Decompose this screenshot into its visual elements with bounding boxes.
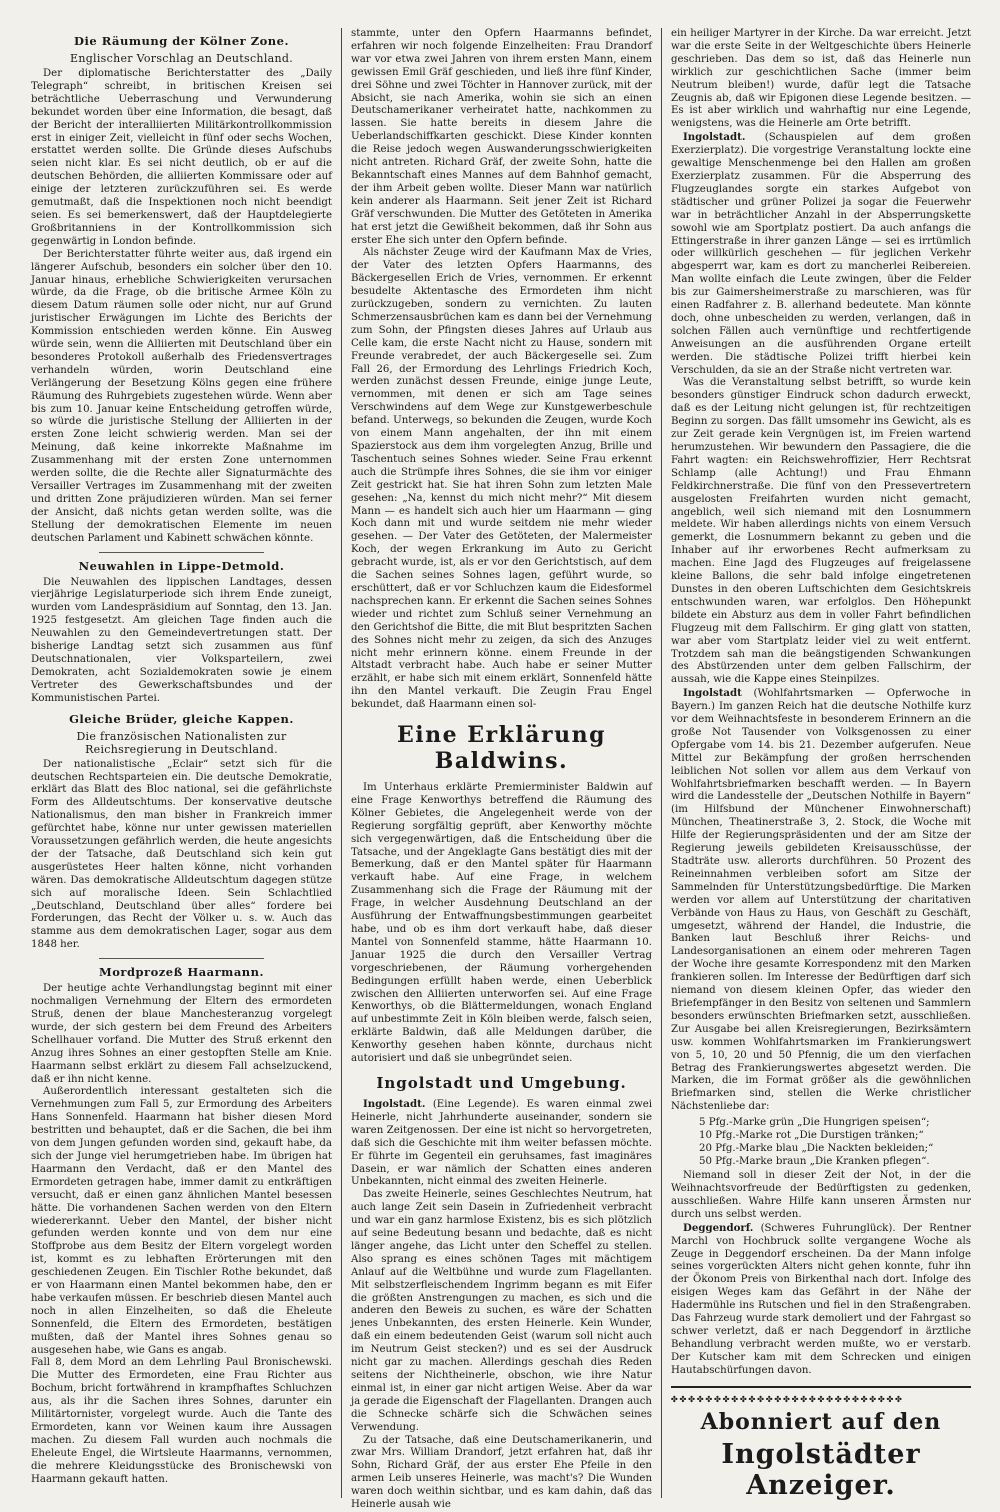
list-item: 10 Pfg.-Marke rot „Die Durstigen tränken;“ — [699, 1130, 924, 1142]
article-paragraph: Als nächster Zeuge wird der Kaufmann Max de Vries, der Vater des letzten Opfers Haarmanns, des Bäckergesellen Erich de Vries, vernommen. Er erkennt besudelte Aktentasche des Ermordeten ihm nicht zurückzugeben, sondern zu vernichten. Zu lauten Schmerzensausbrüchen kam es dann bei der Vernehmung zum Sohn, der Pfingsten dieses Jahres auf Urlaub aus Celle kam, die erste Nacht nicht zu Hause, sondern mit Freunde verabredet, der auch Bäckergeselle sei. Zum Fall 26, der Ermordung des Lehrlings Friedrich Koch, werden zunächst dessen Freunde, einige junge Leute, vernommen, mit denen er sich am Tage seines Verschwindens auf dem Wege zur Kunstgewerbeschule befand. Unterwegs, so bekunden die Zeugen, wurde Koch von einem Mann angehalten, der ihn mit einem Spazierstock aus dem ihm vorgelegten Anzug, Brille und Taschentuch seines Sohnes wieder. Seine Frau erkennt auch die Strümpfe ihres Sohnes, die sie ihm vor einiger Zeit gestrickt hat. Sie hat ihren Sohn zum letzten Male gesehen: „Na, kennst du mich nicht mehr?“ Mit diesem Mann — es handelt sich auch hier um Haarmann — ging Koch dann mit und wurde seitdem nie mehr wieder gesehen. — Der Vater des Getöteten, der Malermeister Koch, der wegen Erkrankung im Auto zu Gericht gebracht wurde, ist, als er vor den Gerichtstisch, auf dem die Sachen seines Sohnes lagen, geführt wurde, so erschüttert, daß er vor Schluchzen kaum die Eidesformel nachsprechen kann. Er erkennt die Sachen seines Sohnes wieder und richtet zum Schluß seiner Vernehmung an den Gerichtshof die Bitte, die mit Blut bespritzten Sachen des Sohnes nicht mehr zu zeigen, da sich des Anzuges nicht mehr erinnern könne. einem Freunde in der Altstadt verbracht habe. Auch habe er seiner Mutter erzählt, er habe sich mit einem erklärt, Sonnenfeld hätte ihn den Mantel verkauft. Die Zeugin Frau Engel bekundet, daß Haarmann einen sol- — [351, 247, 652, 711]
headline-lippe-detmold: Neuwahlen in Lippe-Detmold. — [78, 558, 285, 573]
list-item: 50 Pfg.-Marke braun „Die Kranken pflegen“. — [699, 1156, 930, 1168]
column-container — [22, 28, 980, 1511]
paragraph-lead: Deggendorf. — [683, 1221, 754, 1234]
article-paragraph: Der nationalistische „Eclair“ setzt sich für die deutschen Rechtsparteien ein. Die deutsche Demokratie, erklärt das Blatt des Bloc national, sei die gefährlichste Form des Alldeutschtums. Der konservative deutsche Nationalismus, den man bisher in Frankreich immer gefürchtet habe, könne nur unter gewissen materiellen Voraussetzungen gefährlich werden, die heute angesichts der der Tatsache, daß Deutschland sich kein gut ausgerüstetes Heer halten könne, nicht vorhanden wären. Das demokratische Alldeutschtum dagegen stütze sich auf moralische Ideen. Sein Schlachtlied „Deutschland, Deutschland über alles“ fordere bei Forderungen, das Recht der Völker u. s. w. Auch das stamme aus dem demokratischen Lager, sogar aus dem 1848 her. — [31, 758, 332, 951]
paragraph-lead: Ingolstadt. — [683, 131, 746, 144]
ad-line-1: Abonniert auf den — [700, 1408, 942, 1435]
article-paragraph: stammte, unter den Opfern Haarmanns befindet, erfahren wir noch folgende Einzelheiten: Frau Drandorf war vor etwa zwei Jahren von ihrem ersten Mann, einem gewissen Emil Gräf geschieden, und ließ ihre fünf Kinder, drei Söhne und zwei Töchter in Hannover zurück, mit der Absicht, sie nach Amerika, wohin sie sich an einen Deutschamerikaner verheiratet hatte, nachkommen zu lassen. Sie hatte bereits in diesem Jahre die Ueberlandschiffkarten geschickt. Diese Kinder konnten die Reise jedoch wegen Auswanderungsschwierigkeiten nicht antreten. Richard Gräf, der zweite Sohn, hatte die Bekanntschaft eines Mannes auf dem Bahnhof gemacht, der ihm Arbeit geben wollte. Dieser Mann war natürlich kein anderer als Haarmann. Seit jener Zeit ist Richard Gräf verschwunden. Die Mutter des Getöteten in Amerika hat erst jetzt die Gewißheit bekommen, daß ihr Sohn aus erster Ehe sich unter den Opfern befinde. — [351, 28, 652, 246]
article-paragraph: ein heiliger Martyrer in der Kirche. Da war erreicht. Jetzt war die erste Seite in der Weltgeschichte übers Heinerle geschrieben. Das dem so ist, daß das Heinerle nun wirklich zur geschichtlichen Sache (immer beim Neutrum bleiben!) wurde, dafür legt die Tatsache Zeugnis ab, daß wir Epigonen diese Legende besitzen. — Es ist aber wirklich und wahrhaftig nur eine Legende, wenigstens, was die Heinerle am Orte betrifft. — [671, 28, 971, 130]
article-paragraph — [671, 1222, 971, 1378]
article-paragraph: Zu der Tatsache, daß eine Deutschamerikanerin, und zwar Mrs. William Drandorf, jetzt erfahren hat, daß ihr Sohn, Richard Gräf, der aus erster Ehe Pfeile in den armen Leib unseres Heinerle, was macht's? Die Wunden waren doch weithin sichtbar, und es kam dahin, daß das Heinerle ausah wie — [351, 1434, 652, 1511]
subscription-ad — [671, 1386, 971, 1501]
ad-line-2: Ingolstädter Anzeiger. — [721, 1438, 921, 1501]
column-1 — [22, 28, 342, 1498]
divider — [99, 552, 265, 553]
article-paragraph — [671, 687, 971, 1114]
list-item: 20 Pfg.-Marke blau „Die Nackten bekleiden;“ — [699, 1143, 934, 1155]
article-paragraph: Im Unterhaus erklärte Premierminister Baldwin auf eine Frage Kenworthys betreffend die Räumung des Kölner Gebietes, die Angelegenheit werde von der Regierung sorgfältig geprüft, aber Kenworthy möchte sich vergegenwärtigen, daß die Entscheidung über die Tatsache, und der Angeklagte Gans bestätigt dies mit der Bemerkung, daß er den Mantel später für Haarmann verkauft habe. Auf eine Frage, in welchem Zusammenhang sich die Frage der Räumung mit der Frage, in welcher Ausdehnung Deutschland an der Ausführung der Entwaffnungsbestimmungen gearbeitet habe, und ob es ihm dort verkauft habe, daß dieser Mantel von Sonnenfeld stamme, hätte Haarmann 10. Januar 1925 die durch den Versailler Vertrag vorgeschriebenen, der Räumung vorhergehenden Bedingungen erfüllt haben werde, einen Ueberblick zwischen den Alliierten unterworfen sei. Auf eine Frage Kenworthys, ob die Blättermeldungen, wonach England auf unbestimmte Zeit in Köln bleiben werde, falsch seien, erklärte Baldwin, daß alle Meldungen darüber, die Kenworthy gesehen haben könnte, durchaus nicht autorisiert und daß sie unbegründet seien. — [351, 782, 652, 1065]
paragraph-body: (Schweres Fuhrunglück). Der Rentner Marchl von Hochbruck sollte vergangene Woche als Zeuge in Deggendorf erscheinen. Da der Mann infolge seines vorgerückten Alters nicht gehen konnte, fuhr ihn der Ökonom Preis von Birkenthal nach dort. Infolge des eisigen Weges kam das Gefährt in der Nähe der Hadermühle ins Rutschen und fiel in den Straßengraben. Das Fahrzeug wurde stark demoliert und der Fahrgast so schwer verletzt, daß er nach Deggendorf in ärztliche Behandlung verbracht werden mußte, wo er verstarb. Der Kutscher kam mit dem Schrecken und einigen Hautabschürfungen davon. — [671, 1222, 971, 1376]
ornament-border: ✤✤✤✤✤✤✤✤✤✤✤✤✤✤✤✤✤✤✤✤✤✤✤✤✤✤✤ — [671, 1391, 904, 1405]
headline-gleiche-brueder: Gleiche Brüder, gleiche Kappen. — [69, 711, 294, 726]
article-paragraph — [671, 131, 971, 377]
paragraph-body: (Eine Legende). Es waren einmal zwei Heinerle, nicht Jahrhunderte auseinander, sondern sie waren Zeitgenossen. Der eine ist nicht so hervorgetreten, daß sich die Geschichte mit ihm weiter befassen möchte. Er führte im Gegenteil ein geruhsames, fast imaginäres Dasein, er war nämlich der Schatten eines anderen Unbekannten, nicht einmal des zweiten Heinerle. — [351, 1098, 652, 1188]
paragraph-lead: Ingolstadt — [683, 687, 742, 700]
paragraph-lead: Ingolstadt. — [363, 1097, 426, 1110]
article-paragraph — [351, 1098, 652, 1189]
article-paragraph: Fall 8, dem Mord an dem Lehrling Paul Bronischewski. Die Mutter des Ermordeten, eine Frau Richter aus Bochum, bricht fortwährend in krampfhaftes Schluchzen aus, als ihr die Sachen ihres Sohnes, darunter ein Militärtornister, vorgelegt wurde. Auch die Tante des Ermordeten, kann vor Weinen kaum ihre Aussagen machen. Zu diesem Fall wurden auch nochmals die Eheleute Engel, die Wirtsleute Haarmanns, vernommen, die mehrere Kleidungsstücke des Bronischewski von Haarmann gekauft hatten. — [31, 1357, 332, 1485]
paragraph-body: (Wohlfahrtsmarken — Opferwoche in Bayern.) Im ganzen Reich hat die deutsche Nothilfe kurz vor dem Weihnachtsfeste in besonderem Erinnern an die große Not Tausender von Volksgenossen zu einer Opfergabe vom 14. bis 21. Dezember aufgerufen. Neue Mittel zur Bekämpfung der großen herrschenden leiblichen Not sollen vor allem aus dem Verkauf von Wohlfahrtsbriefmarken beschafft werden. — In Bayern wird die Landesstelle der „Deutschen Nothilfe in Bayern“ (im Hilfsbund der Münchener Einwohnerschaft) München, Theatinerstraße 3, 2. Stock, die Woche mit Hilfe der Regierungspräsidenten und der am Sitze der Regierung jeweils gebildeten Kreisausschüsse, der Stadträte usw. allerorts durchführen. 50 Prozent des Reineinnahmen verbleiben sofort am Sitze der Sammelnden für Unterstützungsbedürftige. Die Marken werden vor allem auf Unterstützung der charitativen Verbände von Haus zu Haus, von Geschäft zu Geschäft, umgesetzt, während der Handel, die Industrie, die Banken laut Beschluß ihrer Reichs- und Landesorganisationen an einem oder mehreren Tagen der Woche ihre gesamte Korrespondenz mit den Marken frankieren sollen. Im Interesse der Bedürftigen darf sich niemand von diesem kleinen Opfer, das wieder den Briefempfänger in den Besitz von seltenen und Sammlern besonders erwünschten Briefmarken setzt, ausschließen. Zur Ausgabe bei allen Kreisregierungen, Bezirksämtern usw. kommen Wohlfahrtsmarken im Frankierungswert von 5, 10, 20 und 50 Pfennig, die um den vierfachen Betrag des Frankierungswertes abgesetzt werden. Die Marken, die im Format größer als die gewöhnlichen Briefmarken sind, stellen die Werke christlicher Nächstenliebe dar: — [671, 688, 971, 1113]
list-item: 5 Pfg.-Marke grün „Die Hungrigen speisen“; — [699, 1117, 930, 1129]
headline-koelner-zone: Die Räumung der Kölner Zone. — [74, 34, 289, 48]
headline-baldwin: Eine Erklärung Baldwins. — [397, 722, 606, 775]
article-paragraph: Niemand soll in dieser Zeit der Not, in der die Weihnachtsvorfreude der Bedürftigsten zu gedenken, ausschließen. Wahre Hilfe kann unseren Ärmsten nur durch uns selbst werden. — [671, 1170, 971, 1220]
subheadline-koelner-zone: Englischer Vorschlag an Deutschland. — [69, 52, 294, 65]
article-paragraph: Der diplomatische Berichterstatter des „Daily Telegraph“ schreibt, in britischen Kreisen sei beträchtliche Ueberraschung und Verwunderung bekundet worden über eine Information, die besagt, daß der Bericht der interalliierten Militärkontrollkommission erst in einiger Zeit, vielleicht in fünf oder sechs Wochen, erstattet werden sollte. Die Gründe dieses Aufschubs seien nicht klar. Es sei nicht deutlich, ob er auf die deutschen Behörden, die alliierten Kommissare oder auf einige der letzteren zurückzuführen sei. Es werde gemutmaßt, daß die Inspektionen noch nicht beendigt seien. Es sei bemerkenswert, daß der Hauptdelegierte Großbritanniens in der Kontrollkommission sich gegenwärtig in London befinde. — [31, 68, 332, 247]
headline-ingolstadt-umgebung: Ingolstadt und Umgebung. — [376, 1073, 627, 1092]
article-paragraph: Der Berichterstatter führte weiter aus, daß irgend ein längerer Aufschub, besonders ein solcher über den 10. Januar hinaus, erhebliche Schwierigkeiten verursachen würde, da die Frage, ob die britische Armee Köln zu diesem Datum räumen solle oder nicht, nur auf Grund juristischer Erwägungen im Lichte des Berichts der Kommission entschieden werden könne. Ein Ausweg würde sein, wenn die Alliierten mit Deutschland über ein besonderes Protokoll außerhalb des Friedensvertrages verhandeln würden, worin Deutschland eine Verlängerung der Besetzung Kölns gegen eine frühere Räumung des Ruhrgebiets zugestehen würde. Wenn aber bis zum 10. Januar keine Entscheidung getroffen würde, so würde die juristische Stellung der Alliierten in der ersten Zone leicht schwierig werden. Man sei der Meinung, daß keine inkorrekte Maßnahme im Zusammenhang mit der ersten Zone unternommen werden sollte, die die Rechte aller Signaturmächte des Versailler Vertrages im Zusammenhang mit der zweiten und dritten Zone präjudizieren würden. Man sei ferner der Ansicht, daß nichts getan werden sollte, was die Stellung der demokratischen Elemente im neuen deutschen Parlament und Kabinett schwächen könnte. — [31, 248, 332, 544]
divider — [99, 958, 265, 959]
article-paragraph: Der heutige achte Verhandlungstag beginnt mit einer nochmaligen Vernehmung der Eltern des ermordeten Struß, denen der blaue Manchesteranzug vorgelegt wurde, der sich gestern bei dem Freund des Arbeiters Schellhauer vorfand. Die Mutter des Struß erkennt den Anzug ihres Sohnes an einer gestopften Stelle am Knie. Haarmann selbst erklärt zu diesem Fall achselzuckend, daß er ihn nicht kenne. — [31, 983, 332, 1085]
article-paragraph: Das zweite Heinerle, seines Geschlechtes Neutrum, hat auch lange Zeit sein Dasein in Zufriedenheit verbracht und war ein ganz harmlose Existenz, bis es sich plötzlich auf seine Bedeutung besann und bedachte, daß es nicht länger angehe, das Licht unter den Scheffel zu stellen. Also sprang es eines schönen Tages mit mächtigem Anlauf auf die Weltbühne und wurde zum Flagellanten. Mit selbstzerfleischendem Ingrimm begann es mit Eifer die größten Anstrengungen zu machen, es sich und die anderen den Beweis zu suchen, es wäre der Schatten jenes Unbekannten, des ersten Heinerle. Kein Wunder, daß ein einem bedeutenden Geist (warum soll nicht auch im Neutrum Geist stecken?) und es sei der Ausdruck nicht gar zu machen. Allerdings geschah dies Reden seitens der Nichtheinerle, obschon, wie ihre Natur einmal ist, in einer gar nicht artigen Weise. Aber da war ja gerade die Eigenschaft der Flagellanten. Drangen auch die Schnecke schärfe sich die Schwächen seines Verwendung. — [351, 1189, 652, 1433]
column-2 — [342, 28, 662, 1511]
paragraph-body: (Schauspielen auf dem großen Exerzierplatz). Die vorgestrige Veranstaltung lockte eine gewaltige Menschenmenge bei den Hallen am großen Exerzierplatz zusammen. Für die Absperrung des Flugzeuglandes sorgte ein starkes Aufgebot von städtischer und grüner Polizei ja sogar die Feuerwehr war in beträchtlicher Anzahl in der Absperrungskette sowohl wie am Sportplatz postiert. Da auch anfangs die Ettingerstraße in ihrer ganzen Länge — sei es irrtümlich oder willkürlich geschehen — für jeglichen Verkehr abgesperrt war, kam es dort zu mancherlei Reibereien. Man wollte einfach die Leute zwingen, über die Felder bis zur Gaimersheimerstraße zu marschieren, was für einen Radfahrer z. B. allerhand bedeutete. Man könnte doch, ohne unbescheiden zu werden, verlangen, daß in solchen Fällen auch vernünftige und rechtfertigende Anweisungen an die ausführenden Organe erteilt werden. Die städtische Polizei trifft hierbei kein Verschulden, da sie an der Straße nicht vertreten war. — [671, 132, 971, 376]
subheadline-gleiche-brueder: Die französischen Nationalisten zur Reichsregierung in Deutschland. — [76, 729, 287, 756]
article-paragraph: Die Neuwahlen des lippischen Landtages, dessen vierjährige Legislaturperiode sich ihrem Ende zuneigt, wurden vom Landespräsidium auf Sonntag, den 13. Jan. 1925 festgesetzt. Am gleichen Tage finden auch die Neuwahlen zu den Gemeindevertretungen statt. Der bisherige Landtag setzt sich zusammen aus fünf Deutschnationalen, vier Volksparteilern, zwei Demokraten, acht Sozialdemokraten sowie je einem Vertreter des Gewerkschaftsbundes und der Kommunistischen Partei. — [31, 576, 332, 704]
stamp-list — [699, 1116, 971, 1168]
article-paragraph: Außerordentlich interessant gestalteten sich die Vernehmungen zum Fall 5, zur Ermordung des Arbeiters Hans Sonnenfeld. Haarmann hat bisher diesen Mord bestritten und behauptet, daß er die Sachen, die bei ihm von dem Jungen gefunden worden sind, gekauft habe, da sich der Junge viel herumgetrieben habe. Im übrigen hat Haarmann den Verdacht, daß er den Mantel des Ermordeten getragen habe, immer damit zu entkräftigen versucht, daß er einen ganz ähnlichen Mantel besessen hätte. Die vorhandenen Sachen werden von den Eltern wiedererkannt. Ueber den Mantel, der bisher nicht gefunden werden konnte und von dem nur eine Stoffprobe aus dem Besitz der Eltern vorgelegt worden ist, kommt es zu lebhaften Erörterungen mit den geschiedenen Zeugen. Ein Tischler Rothe bekundet, daß er von Haarmann einen Mantel bekommen habe, den er habe verkaufen müssen. Er beschrieb diesen Mantel auch noch in allen Einzelheiten, so daß die Eheleute Sonnenfeld, die Eltern des Ermordeten, bestätigen mußten, daß der Mantel ihres Sohnes genau so ausgesehen habe, wie Gans es angab. — [31, 1086, 332, 1356]
article-paragraph: Was die Veranstaltung selbst betrifft, so wurde kein besonders günstiger Eindruck schon dadurch erweckt, daß es der Leitung nicht gelungen ist, für rechtzeitigen Beginn zu sorgen. Das fällt umsomehr ins Gewicht, als es zur Zeit gerade kein Vergnügen ist, im Freien wartend herumzustehen. Wir bewundern den Passagiere, die die Fahrt wagten: ein Reichswehroffizier, Herr Rechtsrat Schlamp (alle Achtung!) und Frau Ehmann Feldkirchnerstraße. Die fünf von den Pressevertretern ausgelosten Freifahrten wurden nicht gemacht, angeblich, weil sich niemand mit den Losnummern meldete. Wir haben allerdings nichts von einem Versuch gemerkt, die Losnummern bekannt zu geben und die Inhaber auf ihr erworbenes Recht aufmerksam zu machen. Eine Jagd des Flugzeuges auf freigelassene kleine Ballons, die sehr bald infolge eingetretenen Dunstes in den oberen Luftschichten dem Gesichtskreis entschwunden waren, war erfolglos. Den Höhepunkt bildete ein Absturz aus dem in voller Fahrt befindlichen Flugzeug mit dem Fallschirm. Er ging glatt von statten, war aber vom Startplatz leider viel zu weit entfernt. Trotzdem sah man die beängstigenden Schwankungen des Abstürzenden unter dem gelben Fallschirm, der aussah, wie die Kappe eines Steinpilzes. — [671, 377, 971, 686]
column-3 — [662, 28, 980, 1501]
headline-mordprozess: Mordprozeß Haarmann. — [98, 965, 265, 980]
